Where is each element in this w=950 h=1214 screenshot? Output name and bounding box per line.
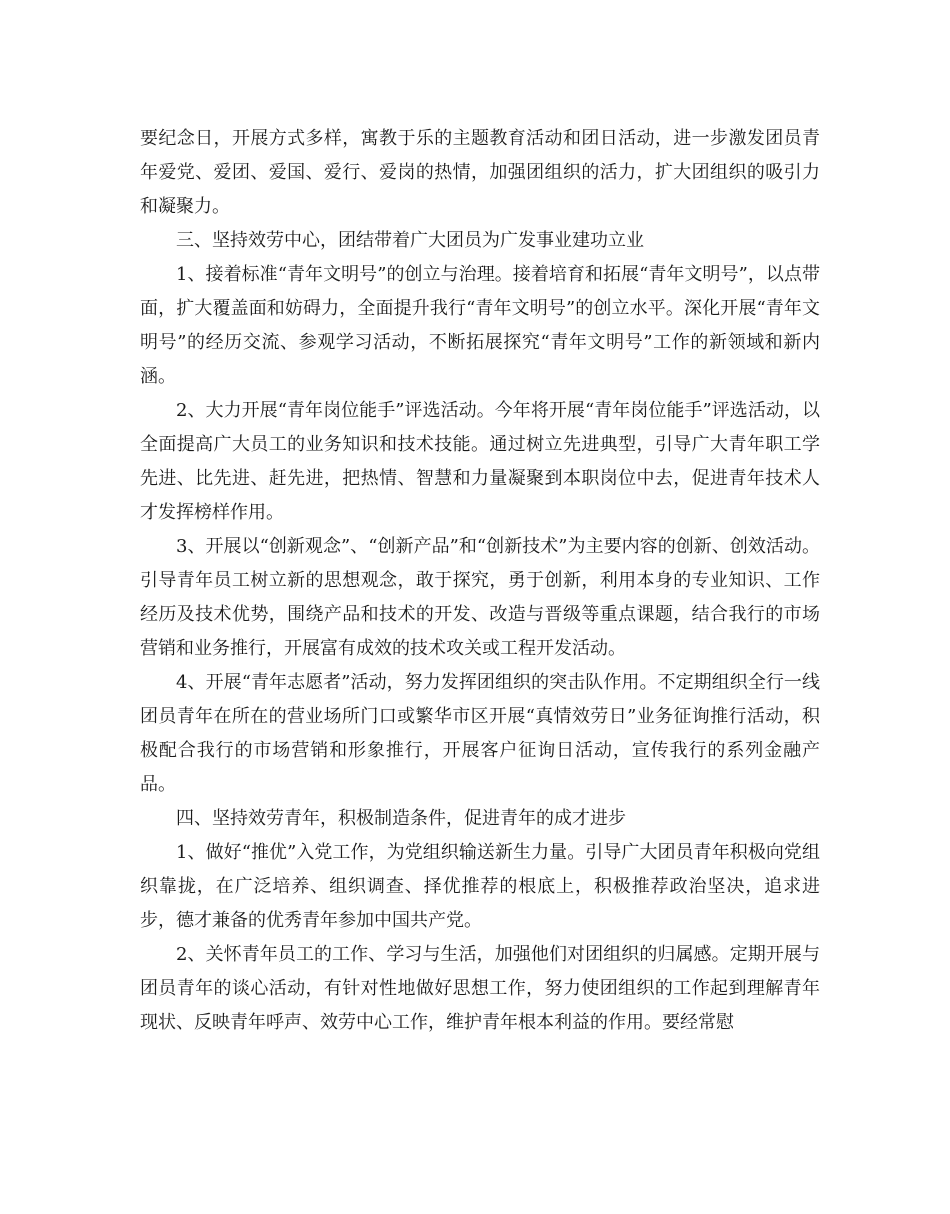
paragraph: 4、开展“青年志愿者”活动，努力发挥团组织的突击队作用。不定期组织全行一线团员青年在所在的营业场所门口或繁华市区开展“真情效劳日”业务征询推行活动，积极配合我行的市场营销和形象推行，开展客户征询日活动，宣传我行的系列金融产品。 [140,672,820,795]
section-heading: 三、坚持效劳中心，团结带着广大团员为广发事业建功立业 [176,230,644,251]
section-heading: 四、坚持效劳青年，积极制造条件，促进青年的成才进步 [176,808,626,829]
paragraph: 2、关怀青年员工的工作、学习与生活，加强他们对团组织的归属感。定期开展与团员青年的谈心活动，有针对性地做好思想工作，努力使团组织的工作起到理解青年现状、反映青年呼声、效劳中心工作，维护青年根本利益的作用。要经常慰 [140,944,820,1033]
document-body [140,122,820,1040]
paragraph: 1、做好“推优”入党工作，为党组织输送新生力量。引导广大团员青年积极向党组织靠拢，在广泛培养、组织调查、择优推荐的根底上，积极推荐政治坚决，追求进步，德才兼备的优秀青年参加中国共产党。 [140,842,820,931]
paragraph: 3、开展以“创新观念”、“创新产品”和“创新技术”为主要内容的创新、创效活动。引导青年员工树立新的思想观念，敢于探究，勇于创新，利用本身的专业知识、工作经历及技术优势，围绕产品和技术的开发、改造与晋级等重点课题，结合我行的市场营销和业务推行，开展富有成效的技术攻关或工程开发活动。 [140,536,820,659]
paragraph: 2、大力开展“青年岗位能手”评选活动。今年将开展“青年岗位能手”评选活动，以全面提高广大员工的业务知识和技术技能。通过树立先进典型，引导广大青年职工学先进、比先进、赶先进，把热情、智慧和力量凝聚到本职岗位中去，促进青年技术人才发挥榜样作用。 [140,400,820,523]
paragraph: 1、接着标准“青年文明号”的创立与治理。接着培育和拓展“青年文明号”，以点带面，扩大覆盖面和妨碍力，全面提升我行“青年文明号”的创立水平。深化开展“青年文明号”的经历交流、参观学习活动，不断拓展探究“青年文明号”工作的新领域和新内涵。 [140,264,820,387]
paragraph: 要纪念日，开展方式多样，寓教于乐的主题教育活动和团日活动，进一步激发团员青年爱党、爱团、爱国、爱行、爱岗的热情，加强团组织的活力，扩大团组织的吸引力和凝聚力。 [140,128,820,217]
